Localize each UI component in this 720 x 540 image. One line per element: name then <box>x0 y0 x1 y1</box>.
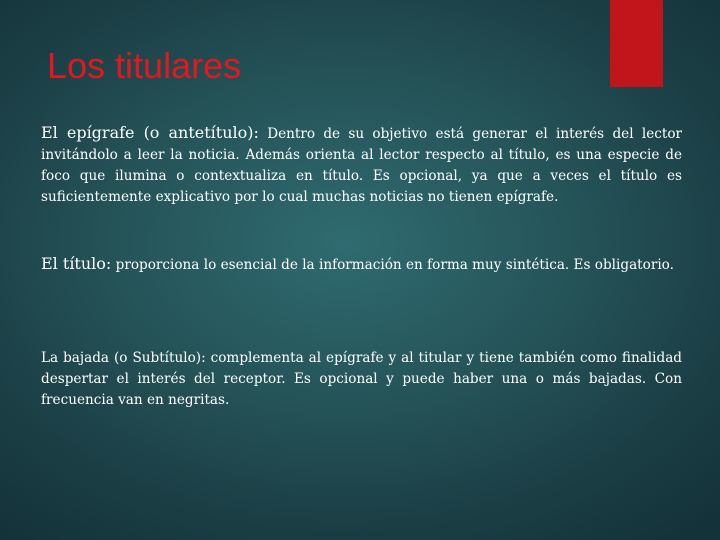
paragraph-text-bajada: complementa al epígrafe y al titular y tiene también como finalidad despertar el interés del receptor. Es opcional y puede haber una o más bajadas. Con frecuencia van en negritas. <box>41 350 683 408</box>
paragraph-text-epigrafe: Dentro de su objetivo está generar el interés del lector invitándolo a leer la noticia. Además orienta al lector respecto al título, es una especie de foco que ilumina o contextualiza en título. Es opcional, ya que a veces el título es suficientemente explicativo por lo cual muchas noticias no tienen epígrafe. <box>41 126 682 205</box>
paragraph-lead-titulo: El título: <box>41 254 112 273</box>
paragraph-bajada <box>41 348 682 411</box>
slide-title: Los titulares <box>47 45 242 86</box>
paragraph-lead-bajada: La bajada (o Subtítulo): <box>41 350 206 366</box>
paragraph-text-titulo: proporciona lo esencial de la información en forma muy sintética. Es obligatorio. <box>111 257 674 273</box>
accent-bar <box>610 0 663 87</box>
paragraph-lead-epigrafe: El epígrafe (o antetítulo): <box>41 123 259 142</box>
paragraph-epigrafe <box>41 122 682 208</box>
paragraph-titulo <box>41 253 682 276</box>
